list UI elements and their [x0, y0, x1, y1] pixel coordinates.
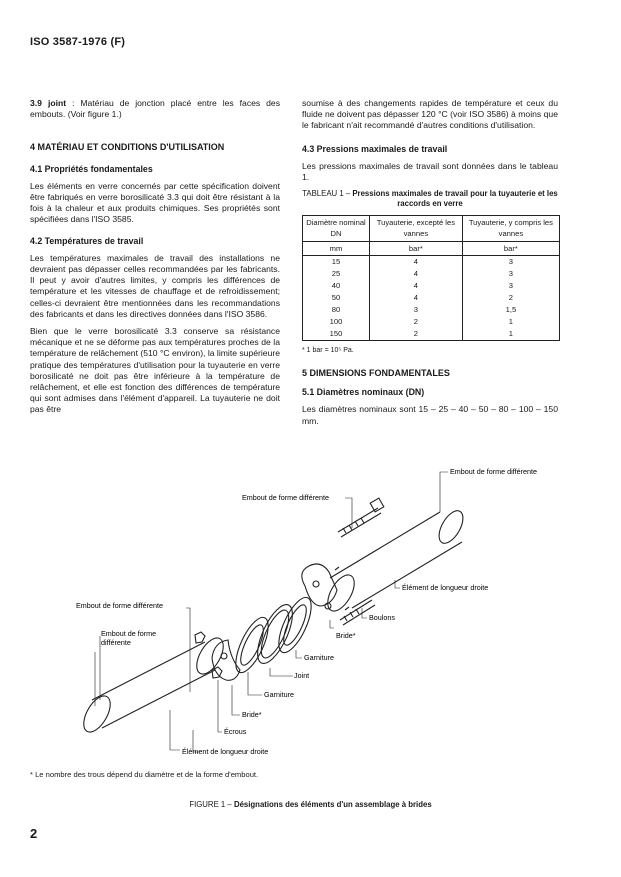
table-unit: bar*: [462, 241, 559, 255]
section-4-1-title: 4.1 Propriétés fondamentales: [30, 163, 153, 174]
section-4-1-text: Les éléments en verre concernés par cette spécification doivent être fabriqués en verre borosilicaté 3.3 qui doit être résistant à la fois à la chaleur et aux produits chimiques. Ses propriétés sont spécifiées dans l'ISO 3585.: [30, 180, 280, 225]
garniture-right: [272, 593, 317, 657]
label-embout-left-1: Embout de forme différente: [76, 601, 163, 610]
left-pipe: [92, 642, 215, 728]
label-garniture-right: Garniture: [304, 653, 334, 662]
document-header: ISO 3587-1976 (F): [30, 36, 126, 48]
section-4-2-title: 4.2 Températures de travail: [30, 235, 144, 246]
table-row: 150 2 1: [303, 328, 560, 341]
section-5-1-text: Les diamètres nominaux sont 15 – 25 – 40 – 50 – 80 – 100 – 150 mm.: [302, 404, 558, 426]
label-embout-top-center: Embout de forme différente: [242, 493, 329, 502]
section-4-3-text: Les pressions maximales de travail sont données dans le tableau 1.: [302, 160, 558, 183]
table-footnote: * 1 bar = 10⁵ Pa.: [302, 346, 354, 354]
continued-text: soumise à des changements rapides de température et ceux du fluide ne doivent pas dépasser 120 °C (voir ISO 3586) à moins que le fabricant n'ait recommandé d'autres conditions d'utilisation.: [302, 98, 558, 131]
section-4-3-title: 4.3 Pressions maximales de travail: [302, 143, 448, 154]
table-caption: TABLEAU 1 – Pressions maximales de travail pour la tuyauterie et les raccords en verre: [302, 189, 558, 209]
page-number: 2: [30, 826, 38, 841]
left-column: [30, 98, 280, 422]
garniture-left: [229, 613, 274, 677]
label-boulons: Boulons: [369, 613, 395, 622]
table-row: 25 4 3: [303, 268, 560, 280]
figure-note: * Le nombre des trous dépend du diamètre et de la forme d'embout.: [30, 770, 259, 779]
table-unit: bar*: [369, 241, 462, 255]
right-column: [302, 98, 558, 433]
label-bride-left: Bride*: [242, 710, 262, 719]
label-ecrous: Écrous: [224, 727, 247, 736]
section-5-1-title: 5.1 Diamètres nominaux (DN): [302, 387, 425, 398]
table-header-dn: Diamètre nominal DN: [303, 216, 370, 241]
figure-caption: FIGURE 1 – Désignations des éléments d'un assemblage à brides: [189, 800, 432, 809]
section-4-title: 4 MATÉRIAU ET CONDITIONS D'UTILISATION: [30, 142, 225, 153]
section-4-2-paragraph-2: Bien que le verre borosilicaté 3.3 conserve sa résistance mécanique et ne se déforme pas aux températures proches de la température de relâchement (510 °C environ), la limite supérieure pratique des températures d'utilisation pour la tuyauterie en verre borosilicaté ne doit pas être inférieure à la température de relâchement, et elle est fonction des différences de température qui sont admises dans l'élément d'appareil. La tuyauterie ne doit pas être: [30, 326, 280, 415]
section-4-2-paragraph-1: Les températures maximales de travail des installations ne devraient pas dépasser celles recommandées par les fabricants. Il peut y avoir d'autres limites, y compris les différences de température et les vitesses de chauffage et de refroidissement; celles-ci devraient être mentionnées dans les recommandations des fabricants et dans les directives données dans l'ISO 3586.: [30, 252, 280, 319]
label-joint: Joint: [294, 671, 310, 680]
table-row: 80 3 1,5: [303, 304, 560, 316]
label-element-right: Élément de longueur droite: [402, 583, 489, 592]
table-row: 40 4 3: [303, 280, 560, 292]
label-embout-left-2: Embout de forme: [101, 629, 157, 638]
right-bolt-top: [338, 508, 381, 537]
flange-assembly-figure: [0, 460, 621, 770]
pressure-table: [302, 215, 560, 341]
label-embout-left-2b: différente: [101, 638, 131, 647]
table-row: 100 2 1: [303, 316, 560, 328]
label-embout-top-right: Embout de forme différente: [450, 467, 537, 476]
definition-3-9: 3.9 joint : Matériau de jonction placé entre les faces des embouts. (Voir figure 1.): [30, 98, 280, 120]
label-element-left: Élément de longueur droite: [182, 747, 269, 756]
table-unit: mm: [303, 241, 370, 255]
table-header-without-valves: Tuyauterie, excepté les vannes: [369, 216, 462, 241]
section-5-title: 5 DIMENSIONS FONDAMENTALES: [302, 368, 450, 379]
table-row: 15 4 3: [303, 255, 560, 268]
table-row: 50 4 2: [303, 292, 560, 304]
left-pipe-end: [78, 692, 115, 737]
label-garniture-left: Garniture: [264, 690, 294, 699]
table-header-with-valves: Tuyauterie, y compris les vannes: [462, 216, 559, 241]
label-bride-right: Bride*: [336, 631, 356, 640]
